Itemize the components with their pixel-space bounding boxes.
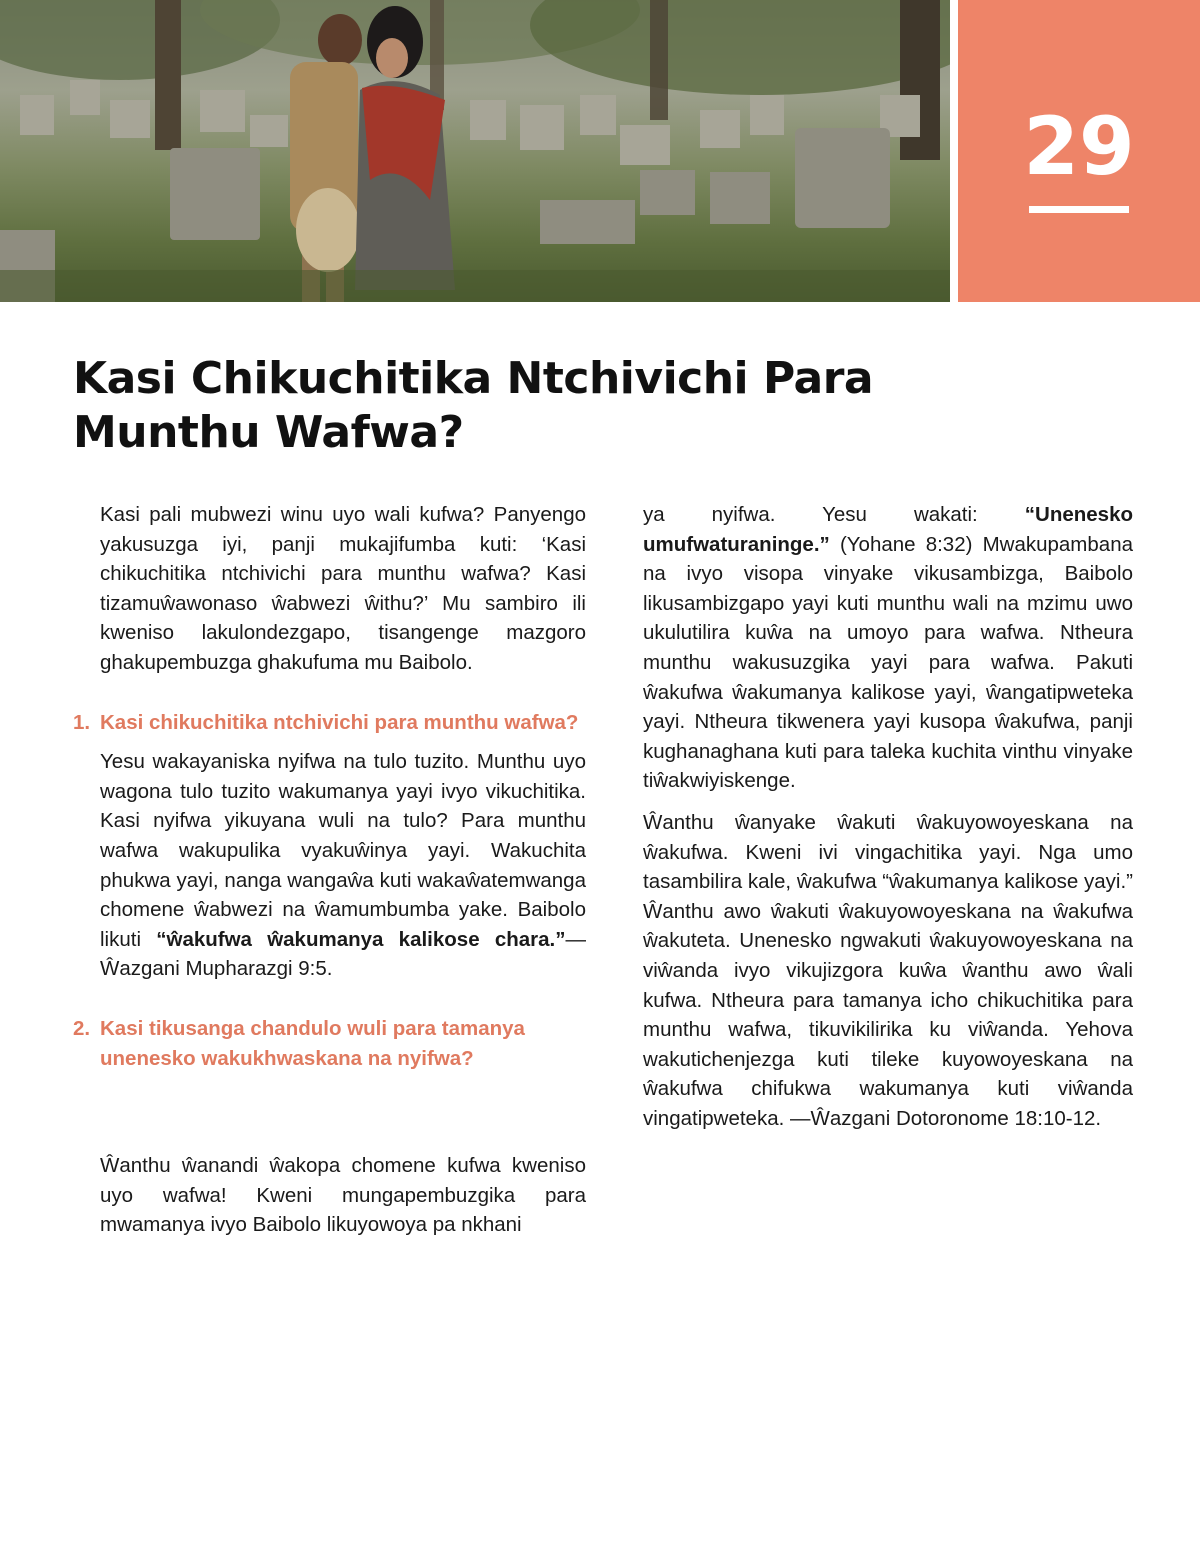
question-1-number: 1.: [73, 710, 91, 734]
title-line-1: Kasi Chikuchitika Ntchivichi Para: [73, 353, 874, 404]
chapter-number-box: [958, 0, 1200, 302]
answer-2-paragraph-start: [100, 1151, 586, 1240]
chapter-number: 29: [1023, 100, 1135, 193]
answer-1-quote: “ŵakufwa ŵakumanya kalikose chara.”: [156, 927, 566, 951]
answer-2-text-part-3: (Yohane 8:32) Mwakupambana na ivyo visopa vinyake vikusambizga, Baibolo likusambizgapo yayi kuti munthu wali na mzimu uwo ukulutilira kuŵa na umoyo para wafwa. Ntheura munthu wakusuzgika yayi para wafwa. Pakuti ŵakufwa ŵakumanya kalikose yayi, ŵangatipweteka yayi. Ntheura tikwenera yayi kusopa ŵakufwa, panji kughanaghana kuti para taleka kuchita vinthu vinyake tiŵakwiyiskenge.: [643, 532, 1133, 793]
title-line-2: Munthu Wafwa?: [73, 407, 464, 458]
answer-2-text-part-1: Ŵanthu ŵanandi ŵakopa chomene kufwa kweniso uyo wafwa! Kweni mungapembuzgika para mwamanya ivyo Baibolo likuyowoya pa nkhani: [100, 1154, 586, 1237]
answer-1-paragraph: [73, 747, 586, 984]
question-1-heading: [73, 708, 586, 738]
answer-1-text: Yesu wakayaniska nyifwa na tulo tuzito. Munthu uyo wagona tulo tuzito wakumanya yayi ivyo vikuchitika. Kasi nyifwa yikuyana wuli na tulo? Para munthu wafwa wakupulika vyakuŵinya yayi. Wakuchita phukwa yayi, nanga wangaŵa kuti wakaŵatemwanga chomene ŵabwezi na ŵamumbumba yake. Baibolo likuti: [100, 750, 586, 951]
question-2-number: 2.: [73, 1016, 91, 1040]
page-title: [73, 352, 953, 460]
header-photo-cemetery: [0, 0, 950, 302]
question-1-text: Kasi chikuchitika ntchivichi para munthu wafwa?: [100, 710, 579, 734]
answer-2-quote: “Unenesko umufwaturaninge.”: [643, 503, 1133, 556]
question-2-text: Kasi tikusanga chandulo wuli para tamanya unenesko wakukhwaskana na nyifwa?: [100, 1016, 525, 1070]
intro-paragraph: Kasi pali mubwezi winu uyo wali kufwa? Panyengo yakusuzga iyi, panji mukajifumba kuti: ‘Kasi chikuchitika ntchivichi para munthu wafwa? Kasi tizamuŵawonaso ŵabwezi ŵithu?’ Mu sambiro ili kweniso lakulondezgapo, tisangenge mazgoro ghakupembuzga ghakufuma mu Baibolo.: [100, 503, 586, 674]
right-column: [643, 500, 1133, 1145]
answer-2-paragraph-2: Ŵanthu ŵanyake ŵakuti ŵakuyowoyeskana na ŵakufwa. Kweni ivi vingachitika yayi. Nga umo tasambilira kale, ŵakufwa “ŵakumanya kalikose yayi.” Ŵanthu awo ŵakuti ŵakuyowoyeskana na ŵakufwa ŵakuteta. Unenesko ngwakuti ŵakuyowoyeskana na viŵanda ivyo vikujizgora kuŵa ŵanthu awo ŵali kufwa. Ntheura para tamanya icho chikuchitika para munthu wafwa, tikuvikilirika ku viŵanda. Yehova wakutichenjezga kuti tileke kuyowoyeskana na ŵakufwa chifukwa wakumanya kuti viŵanda vingatipweteka. —Ŵazgani Dotoronome 18:10-12.: [643, 810, 1133, 1130]
cemetery-scene-illustration: [0, 0, 950, 302]
answer-1-citation: —Ŵazgani Mupharazgi 9:5.: [100, 927, 586, 981]
chapter-underline: [1029, 206, 1129, 213]
answer-2-text-part-2: ya nyifwa. Yesu wakati:: [643, 503, 1025, 526]
answer-2-start-block: [100, 1151, 586, 1252]
answer-2-paragraph-continued: [643, 500, 1133, 796]
question-2-heading: [73, 1014, 586, 1073]
left-column: [73, 500, 586, 1083]
